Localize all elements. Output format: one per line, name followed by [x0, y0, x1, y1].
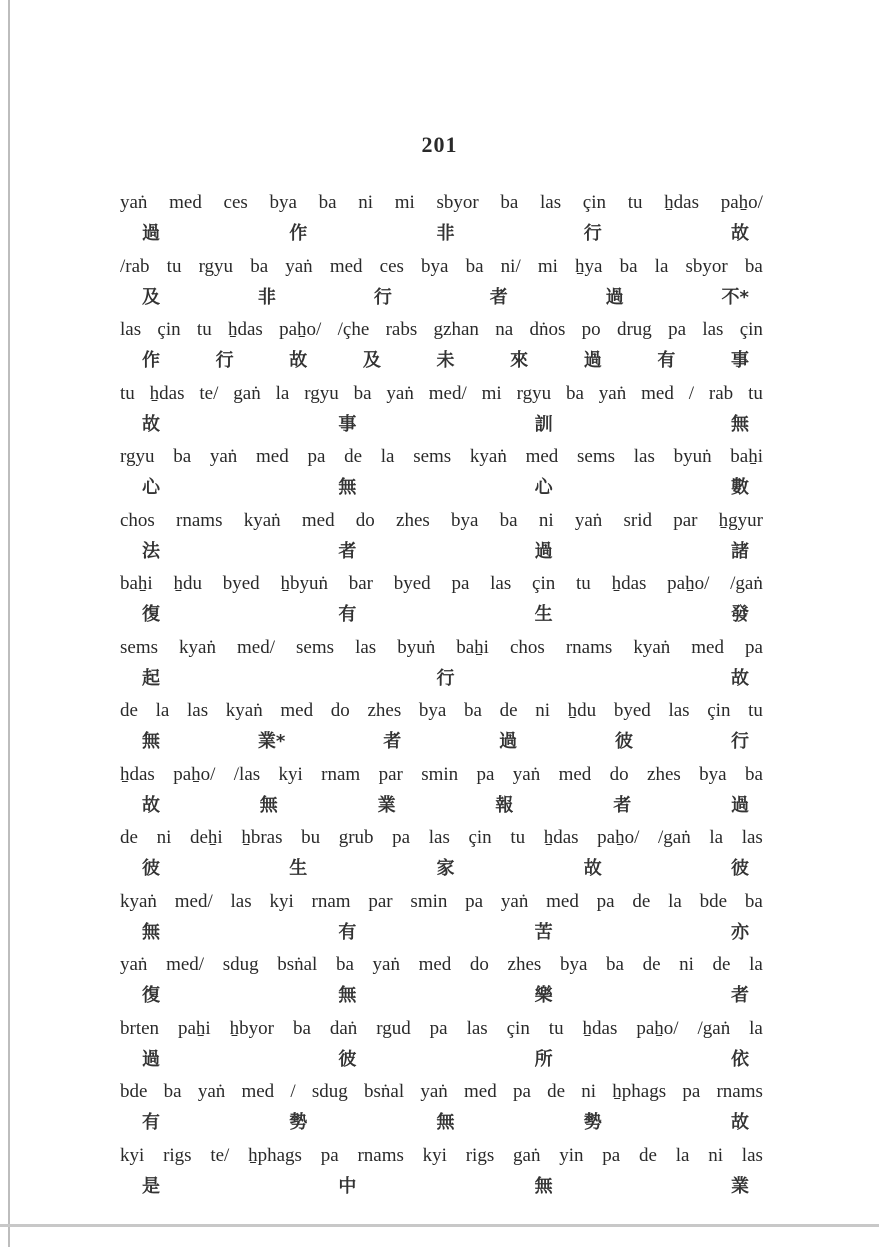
- chinese-gloss-character: 來: [510, 350, 529, 371]
- chinese-gloss-line: [120, 411, 763, 439]
- chinese-gloss-line: [120, 284, 763, 312]
- chinese-gloss-character: 行: [436, 667, 455, 689]
- interlinear-text: [120, 186, 763, 1202]
- chinese-gloss-character: 不*: [721, 286, 749, 308]
- chinese-gloss-character: 無: [338, 477, 357, 498]
- chinese-gloss-character: 彼: [142, 858, 160, 879]
- chinese-gloss-character: 無: [338, 985, 357, 1006]
- tibetan-line: kyi rigs te/ ẖphags pa rnams kyi rigs gaṅ yin pa de la ni las: [120, 1144, 763, 1166]
- tibetan-line: sems kyaṅ med/ sems las byuṅ baẖi chos rnams kyaṅ med pa: [120, 636, 763, 658]
- line-pair: [120, 313, 763, 377]
- page-number: 201: [421, 132, 458, 157]
- tibetan-line: baẖi ẖdu byed ẖbyuṅ bar byed pa las çin tu ẖdas paẖo/ /gaṅ: [120, 573, 763, 594]
- line-pair: [120, 1012, 763, 1076]
- chinese-gloss-character: 故: [142, 413, 160, 435]
- chinese-gloss-character: 發: [730, 604, 749, 625]
- chinese-gloss-character: 依: [730, 1048, 749, 1070]
- line-pair: [120, 758, 763, 822]
- chinese-gloss-character: 有: [338, 604, 357, 625]
- chinese-gloss-character: 過: [605, 286, 624, 308]
- chinese-gloss-line: [120, 792, 763, 820]
- line-pair: [120, 377, 763, 441]
- chinese-gloss-character: 彼: [338, 1048, 357, 1070]
- tibetan-line: las çin tu ẖdas paẖo/ /çhe rabs gzhan na dṅos po drug pa las çin: [120, 319, 763, 340]
- chinese-gloss-character: 故: [731, 1112, 749, 1133]
- chinese-gloss-character: 無: [142, 921, 160, 943]
- line-pair: [120, 186, 763, 250]
- chinese-gloss-character: 是: [142, 1175, 160, 1197]
- chinese-gloss-character: 訓: [534, 413, 553, 435]
- chinese-gloss-character: 故: [289, 350, 308, 371]
- chinese-gloss-character: 家: [436, 858, 455, 879]
- chinese-gloss-line: [120, 665, 763, 693]
- chinese-gloss-line: [120, 1173, 763, 1201]
- chinese-gloss-character: 無: [534, 1175, 553, 1197]
- chinese-gloss-character: 復: [142, 985, 160, 1006]
- line-pair: [120, 885, 763, 949]
- tibetan-line: /rab tu rgyu ba yaṅ med ces bya ba ni/ mi ẖya ba la sbyor ba: [120, 255, 763, 277]
- tibetan-line: yaṅ med/ sdug bsṅal ba yaṅ med do zhes bya ba de ni de la: [120, 954, 763, 975]
- tibetan-line: de la las kyaṅ med do zhes bya ba de ni ẖdu byed las çin tu: [120, 700, 763, 721]
- chinese-gloss-line: [120, 220, 763, 248]
- chinese-gloss-character: 行: [583, 223, 602, 244]
- chinese-gloss-character: 心: [142, 477, 160, 498]
- line-pair: [120, 250, 763, 314]
- chinese-gloss-character: 者: [730, 985, 749, 1006]
- chinese-gloss-line: [120, 855, 763, 883]
- chinese-gloss-character: 有: [657, 350, 676, 371]
- chinese-gloss-character: 苦: [534, 921, 553, 943]
- chinese-gloss-character: 復: [142, 604, 160, 625]
- chinese-gloss-character: 過: [142, 1048, 160, 1070]
- chinese-gloss-character: 及: [362, 350, 381, 371]
- chinese-gloss-character: 無: [142, 731, 160, 752]
- tibetan-line: de ni deẖi ẖbras bu grub pa las çin tu ẖdas paẖo/ /gaṅ la las: [120, 827, 763, 848]
- chinese-gloss-line: [120, 474, 763, 502]
- chinese-gloss-character: 有: [142, 1112, 160, 1133]
- chinese-gloss-character: 心: [534, 477, 553, 498]
- chinese-gloss-line: [120, 347, 763, 375]
- chinese-gloss-character: 事: [731, 350, 749, 371]
- chinese-gloss-character: 故: [731, 223, 749, 244]
- chinese-gloss-line: [120, 919, 763, 947]
- line-pair: [120, 694, 763, 758]
- chinese-gloss-character: 作: [142, 350, 160, 371]
- tibetan-line: tu ẖdas te/ gaṅ la rgyu ba yaṅ med/ mi rgyu ba yaṅ med / rab tu: [120, 382, 763, 404]
- chinese-gloss-character: 無: [259, 794, 278, 816]
- chinese-gloss-line: [120, 728, 763, 756]
- chinese-gloss-character: 過: [534, 540, 553, 562]
- chinese-gloss-line: [120, 982, 763, 1010]
- chinese-gloss-character: 報: [495, 794, 514, 816]
- chinese-gloss-character: 行: [730, 731, 749, 752]
- chinese-gloss-character: 中: [338, 1175, 357, 1197]
- chinese-gloss-character: 過: [499, 731, 518, 752]
- tibetan-line: brten paẖi ẖbyor ba daṅ rgud pa las çin tu ẖdas paẖo/ /gaṅ la: [120, 1017, 763, 1039]
- chinese-gloss-character: 者: [338, 540, 357, 562]
- chinese-gloss-character: 無: [730, 413, 749, 435]
- tibetan-line: kyaṅ med/ las kyi rnam par smin pa yaṅ med pa de la bde ba: [120, 890, 763, 912]
- chinese-gloss-line: [120, 1109, 763, 1137]
- line-pair: [120, 1139, 763, 1203]
- chinese-gloss-character: 業: [730, 1175, 749, 1197]
- tibetan-line: bde ba yaṅ med / sdug bsṅal yaṅ med pa de ni ẖphags pa rnams: [120, 1081, 763, 1102]
- chinese-gloss-character: 樂: [534, 985, 553, 1006]
- chinese-gloss-character: 彼: [731, 858, 749, 879]
- chinese-gloss-character: 業: [377, 794, 396, 816]
- tibetan-line: ẖdas paẖo/ /las kyi rnam par smin pa yaṅ med do zhes bya ba: [120, 763, 763, 785]
- chinese-gloss-character: 者: [489, 286, 508, 308]
- chinese-gloss-character: 及: [142, 286, 160, 308]
- chinese-gloss-character: 無: [436, 1112, 455, 1133]
- line-pair: [120, 948, 763, 1012]
- chinese-gloss-character: 行: [373, 286, 392, 308]
- chinese-gloss-character: 事: [338, 413, 357, 435]
- chinese-gloss-character: 過: [730, 794, 749, 816]
- tibetan-line: yaṅ med ces bya ba ni mi sbyor ba las çin tu ẖdas paẖo/: [120, 192, 763, 213]
- chinese-gloss-line: [120, 601, 763, 629]
- chinese-gloss-character: 法: [142, 540, 160, 562]
- line-pair: [120, 504, 763, 568]
- tibetan-line: chos rnams kyaṅ med do zhes bya ba ni yaṅ srid par ẖgyur: [120, 509, 763, 531]
- chinese-gloss-character: 有: [338, 921, 357, 943]
- line-pair: [120, 567, 763, 631]
- chinese-gloss-character: 亦: [730, 921, 749, 943]
- tibetan-line: rgyu ba yaṅ med pa de la sems kyaṅ med sems las byuṅ baẖi: [120, 446, 763, 467]
- chinese-gloss-character: 勢: [289, 1112, 308, 1133]
- chinese-gloss-character: 非: [436, 223, 455, 244]
- chinese-gloss-character: 諸: [730, 540, 749, 562]
- chinese-gloss-character: 故: [731, 667, 749, 689]
- line-pair: [120, 1075, 763, 1139]
- page-bottom-edge: [0, 1224, 879, 1227]
- chinese-gloss-character: 者: [383, 731, 402, 752]
- line-pair: [120, 821, 763, 885]
- chinese-gloss-line: [120, 538, 763, 566]
- chinese-gloss-character: 非: [257, 286, 276, 308]
- page-left-edge: [8, 0, 10, 1247]
- chinese-gloss-character: 故: [583, 858, 602, 879]
- chinese-gloss-character: 過: [142, 223, 160, 244]
- chinese-gloss-character: 所: [534, 1048, 553, 1070]
- chinese-gloss-character: 勢: [583, 1112, 602, 1133]
- chinese-gloss-character: 作: [289, 223, 308, 244]
- line-pair: [120, 440, 763, 504]
- chinese-gloss-line: [120, 1046, 763, 1074]
- chinese-gloss-character: 生: [534, 604, 553, 625]
- chinese-gloss-character: 行: [215, 350, 234, 371]
- chinese-gloss-character: 過: [583, 350, 602, 371]
- chinese-gloss-character: 起: [142, 667, 160, 689]
- chinese-gloss-character: 數: [730, 477, 749, 498]
- chinese-gloss-character: 業*: [257, 731, 286, 752]
- chinese-gloss-character: 未: [436, 350, 455, 371]
- chinese-gloss-character: 故: [142, 794, 160, 816]
- chinese-gloss-character: 者: [613, 794, 632, 816]
- chinese-gloss-character: 彼: [615, 731, 634, 752]
- chinese-gloss-character: 生: [289, 858, 308, 879]
- line-pair: [120, 631, 763, 695]
